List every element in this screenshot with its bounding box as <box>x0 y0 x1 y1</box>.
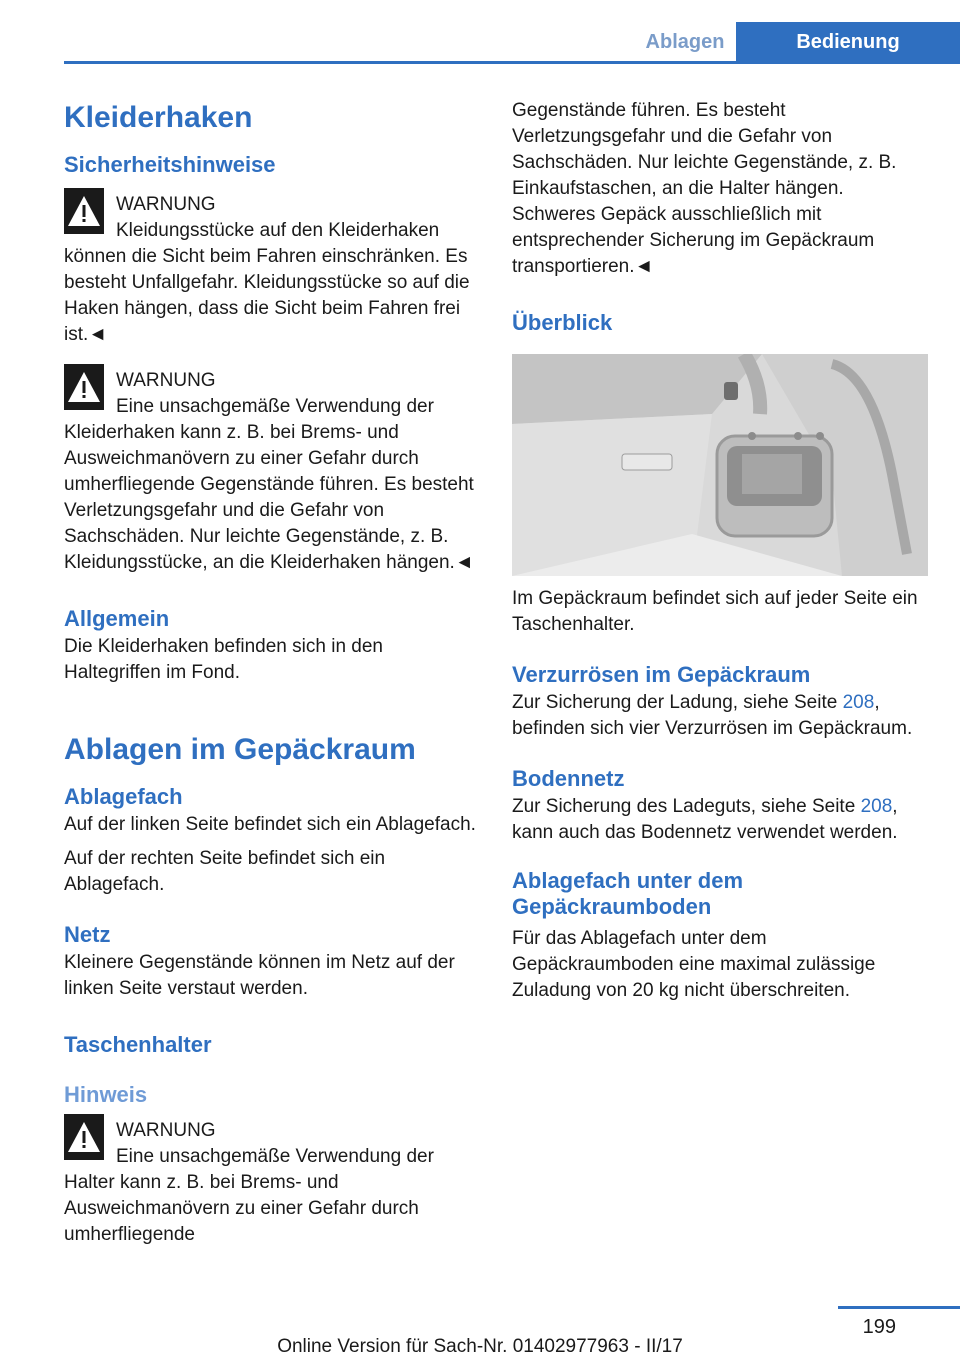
photo-trunk-bag-holder <box>512 354 926 576</box>
warning-text-first-line: Eine unsachgemäße Verwendung der <box>116 1146 434 1167</box>
ablagefach-boden-text: Für das Ablagefach unter dem Gepäckraumboden eine maximal zulässige Zuladung von 20 kg nicht überschreiten. <box>512 928 876 1001</box>
right-column <box>512 96 926 1004</box>
tab-chapter[interactable]: Bedienung <box>736 22 960 62</box>
heading-taschenhalter: Taschenhalter <box>64 1032 212 1057</box>
warning-label: WARNUNG <box>116 1120 216 1141</box>
ablagefach-text-1: Auf der linken Seite befindet sich ein Ablagefach. <box>64 814 476 835</box>
warning-text: Halter kann z. B. bei Brems- und Ausweichmanövern zu einer Gefahr durch umherfliegende <box>64 1172 419 1245</box>
page-link-208[interactable]: 208 <box>860 796 893 817</box>
ablagefach-text-2: Auf der rechten Seite befindet sich ein Ablagefach. <box>64 848 386 895</box>
warning-text: können die Sicht beim Fahren einschränken. Es besteht Unfallgefahr. Kleidungsstücke so auf die Haken hängen, dass die Sicht beim Fahren frei ist.◄ <box>64 246 470 345</box>
warning-text-first-line: Eine unsachgemäße Verwendung der <box>116 396 434 417</box>
verzurr-text-a: Zur Sicherung der Ladung, siehe Seite <box>512 692 843 713</box>
warning-label: WARNUNG <box>116 194 216 215</box>
heading-verzurroesen: Verzurrösen im Gepäckraum <box>512 662 811 687</box>
header-rule <box>64 61 960 64</box>
warning-text-first-line: Kleidungsstücke auf den Kleiderhaken <box>116 220 440 241</box>
heading-bodennetz: Bodennetz <box>512 766 625 791</box>
warning-label: WARNUNG <box>116 370 216 391</box>
heading-sicherheitshinweise: Sicherheitshinweise <box>64 152 276 177</box>
title-kleiderhaken: Kleiderhaken <box>64 101 253 134</box>
photo-caption: Im Gepäckraum befindet sich auf jeder Seite ein Taschenhalter. <box>512 588 918 635</box>
left-column <box>64 96 478 1248</box>
page-link-208[interactable]: 208 <box>842 692 875 713</box>
allgemein-text: Die Kleiderhaken befinden sich in den Haltegriffen im Fond. <box>64 636 383 683</box>
tab-section[interactable]: Ablagen <box>645 31 725 53</box>
netz-text: Kleinere Gegenstände können im Netz auf der linken Seite verstaut werden. <box>64 952 455 999</box>
heading-hinweis: Hinweis <box>64 1082 148 1107</box>
header-tabs <box>634 22 960 62</box>
heading-netz: Netz <box>64 922 111 947</box>
heading-ablagefach: Ablagefach <box>64 784 183 809</box>
title-ablagen-im-gepaeckraum: Ablagen im Gepäckraum <box>64 733 416 766</box>
warning-text-continued: Gegenstände führen. Es besteht Verletzungsgefahr und die Gefahr von Sachschäden. Nur leichte Gegenstände, z. B. Einkaufstaschen, an die Halter hängen. Schweres Gepäck ausschließlich mit entsprechender Sicherung im Gepäckraum transportieren.◄ <box>512 100 897 277</box>
warning-triangle-icon <box>64 364 104 410</box>
warning-block-3 <box>64 1118 478 1248</box>
heading-allgemein: Allgemein <box>64 606 170 631</box>
verzurr-text <box>512 690 926 742</box>
footer-rule <box>838 1306 960 1309</box>
verzurr-text-b: , befinden sich vier Verzurrösen im Gepäckraum. <box>512 692 913 739</box>
bodennetz-text <box>512 794 926 846</box>
bodennetz-text-a: Zur Sicherung des Ladeguts, siehe Seite <box>512 796 861 817</box>
heading-ablagefach-unter-boden: Ablagefach unter dem Gepäckraumboden <box>512 868 744 919</box>
online-version-footer: Online Version für Sach-Nr. 01402977963 - II/17 <box>277 1336 683 1357</box>
heading-ueberblick: Überblick <box>512 310 613 335</box>
warning-triangle-icon <box>64 188 104 234</box>
trunk-interior-illustration <box>512 354 928 576</box>
page-number: 199 <box>862 1316 896 1338</box>
bodennetz-text-b: , kann auch das Bodennetz verwendet werden. <box>512 796 898 843</box>
warning-block-1 <box>64 192 478 348</box>
warning-block-2 <box>64 368 478 576</box>
warning-text: Kleiderhaken kann z. B. bei Brems- und Ausweichmanövern zu einer Gefahr durch umherfliegende Gegenstände führen. Es besteht Verletzungsgefahr und die Gefahr von Sachschäden. Nur leichte Gegenstände, z. B. Kleidungsstücke, an die Kleiderhaken hängen.◄ <box>64 422 474 573</box>
warning-triangle-icon <box>64 1114 104 1160</box>
